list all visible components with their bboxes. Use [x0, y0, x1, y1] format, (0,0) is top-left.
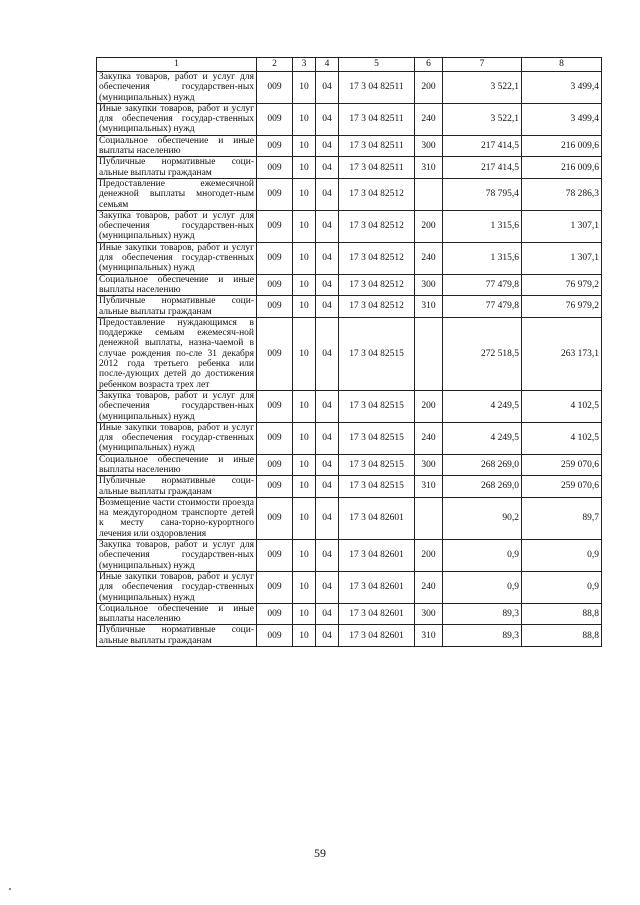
table-row — [97, 317, 602, 390]
cell-expense-type: 200 — [415, 72, 443, 104]
table-row — [97, 422, 602, 454]
header-col-7: 7 — [443, 58, 522, 72]
cell-ministry-code: 009 — [257, 454, 293, 476]
table-row — [97, 103, 602, 135]
cell-subsection: 04 — [316, 178, 339, 210]
cell-target-item: 17 3 04 82511 — [339, 135, 415, 157]
cell-section: 10 — [293, 157, 316, 179]
cell-name: Публичные нормативные соци-альные выплаты гражданам — [97, 157, 257, 179]
cell-amount-actual: 4 102,5 — [522, 422, 602, 454]
table-row — [97, 603, 602, 625]
cell-amount-plan: 0,9 — [443, 540, 522, 572]
cell-expense-type: 200 — [415, 210, 443, 242]
cell-expense-type: 200 — [415, 540, 443, 572]
cell-ministry-code: 009 — [257, 210, 293, 242]
cell-name: Публичные нормативные соци-альные выплаты гражданам — [97, 296, 257, 318]
cell-name: Социальное обеспечение и иные выплаты населению — [97, 135, 257, 157]
cell-target-item: 17 3 04 82512 — [339, 210, 415, 242]
cell-section: 10 — [293, 135, 316, 157]
cell-name: Иные закупки товаров, работ и услуг для обеспечения государ-ственных (муниципальных) нужд — [97, 571, 257, 603]
cell-target-item: 17 3 04 82515 — [339, 422, 415, 454]
cell-section: 10 — [293, 296, 316, 318]
cell-subsection: 04 — [316, 157, 339, 179]
cell-expense-type: 310 — [415, 296, 443, 318]
table-row — [97, 625, 602, 647]
cell-section: 10 — [293, 317, 316, 390]
cell-expense-type: 310 — [415, 625, 443, 647]
cell-subsection: 04 — [316, 296, 339, 318]
cell-expense-type: 240 — [415, 571, 443, 603]
cell-ministry-code: 009 — [257, 274, 293, 296]
cell-target-item: 17 3 04 82512 — [339, 296, 415, 318]
cell-amount-plan: 78 795,4 — [443, 178, 522, 210]
cell-target-item: 17 3 04 82512 — [339, 274, 415, 296]
cell-target-item: 17 3 04 82601 — [339, 497, 415, 539]
cell-amount-actual: 78 286,3 — [522, 178, 602, 210]
cell-amount-plan: 89,3 — [443, 603, 522, 625]
cell-amount-plan: 268 269,0 — [443, 476, 522, 498]
cell-subsection: 04 — [316, 210, 339, 242]
cell-target-item: 17 3 04 82601 — [339, 625, 415, 647]
cell-target-item: 17 3 04 82511 — [339, 103, 415, 135]
cell-subsection: 04 — [316, 72, 339, 104]
cell-section: 10 — [293, 603, 316, 625]
cell-ministry-code: 009 — [257, 157, 293, 179]
cell-target-item: 17 3 04 82515 — [339, 454, 415, 476]
table-row — [97, 497, 602, 539]
table-body — [97, 72, 602, 647]
cell-name: Закупка товаров, работ и услуг для обеспечения государствен-ных (муниципальных) нужд — [97, 390, 257, 422]
cell-amount-plan: 3 522,1 — [443, 103, 522, 135]
cell-name: Публичные нормативные соци-альные выплаты гражданам — [97, 625, 257, 647]
cell-amount-actual: 1 307,1 — [522, 210, 602, 242]
table-row — [97, 476, 602, 498]
cell-subsection: 04 — [316, 274, 339, 296]
cell-amount-actual: 259 070,6 — [522, 454, 602, 476]
cell-section: 10 — [293, 178, 316, 210]
cell-expense-type: 240 — [415, 422, 443, 454]
cell-subsection: 04 — [316, 454, 339, 476]
cell-ministry-code: 009 — [257, 571, 293, 603]
cell-amount-actual: 3 499,4 — [522, 72, 602, 104]
cell-amount-plan: 4 249,5 — [443, 422, 522, 454]
cell-ministry-code: 009 — [257, 135, 293, 157]
cell-amount-actual: 88,8 — [522, 625, 602, 647]
cell-ministry-code: 009 — [257, 540, 293, 572]
cell-expense-type: 300 — [415, 454, 443, 476]
header-col-1: 1 — [97, 58, 257, 72]
cell-amount-actual: 216 009,6 — [522, 135, 602, 157]
cell-amount-actual: 89,7 — [522, 497, 602, 539]
cell-target-item: 17 3 04 82512 — [339, 178, 415, 210]
table-row — [97, 157, 602, 179]
cell-subsection: 04 — [316, 571, 339, 603]
cell-target-item: 17 3 04 82511 — [339, 72, 415, 104]
cell-subsection: 04 — [316, 625, 339, 647]
cell-name: Иные закупки товаров, работ и услуг для обеспечения государ-ственных (муниципальных) нужд — [97, 103, 257, 135]
header-col-4: 4 — [316, 58, 339, 72]
cell-ministry-code: 009 — [257, 103, 293, 135]
cell-name: Социальное обеспечение и иные выплаты населению — [97, 274, 257, 296]
cell-section: 10 — [293, 497, 316, 539]
cell-name: Публичные нормативные соци-альные выплаты гражданам — [97, 476, 257, 498]
cell-amount-plan: 1 315,6 — [443, 210, 522, 242]
cell-subsection: 04 — [316, 603, 339, 625]
cell-amount-plan: 4 249,5 — [443, 390, 522, 422]
cell-amount-plan: 268 269,0 — [443, 454, 522, 476]
cell-amount-actual: 216 009,6 — [522, 157, 602, 179]
cell-amount-actual: 4 102,5 — [522, 390, 602, 422]
header-col-6: 6 — [415, 58, 443, 72]
table-row — [97, 178, 602, 210]
cell-ministry-code: 009 — [257, 242, 293, 274]
cell-expense-type: 240 — [415, 242, 443, 274]
cell-name: Закупка товаров, работ и услуг для обеспечения государствен-ных (муниципальных) нужд — [97, 540, 257, 572]
cell-ministry-code: 009 — [257, 422, 293, 454]
cell-name: Предоставление нуждающимся в поддержке семьям ежемесяч-ной денежной выплаты, назна-чаемой в случае рождения по-сле 31 декабря 2012 года третьего ребенка или после-дующих детей до достижения ребенком возраста трех лет — [97, 317, 257, 390]
cell-name: Закупка товаров, работ и услуг для обеспечения государствен-ных (муниципальных) нужд — [97, 72, 257, 104]
cell-name: Социальное обеспечение и иные выплаты населению — [97, 603, 257, 625]
budget-table — [96, 57, 602, 647]
cell-name: Иные закупки товаров, работ и услуг для обеспечения государ-ственных (муниципальных) нужд — [97, 242, 257, 274]
cell-amount-actual: 1 307,1 — [522, 242, 602, 274]
cell-name: Закупка товаров, работ и услуг для обеспечения государствен-ных (муниципальных) нужд — [97, 210, 257, 242]
cell-ministry-code: 009 — [257, 296, 293, 318]
cell-section: 10 — [293, 210, 316, 242]
header-col-2: 2 — [257, 58, 293, 72]
cell-ministry-code: 009 — [257, 390, 293, 422]
cell-ministry-code: 009 — [257, 476, 293, 498]
cell-target-item: 17 3 04 82601 — [339, 540, 415, 572]
cell-expense-type — [415, 317, 443, 390]
cell-amount-plan: 0,9 — [443, 571, 522, 603]
cell-expense-type: 300 — [415, 135, 443, 157]
table-row — [97, 274, 602, 296]
cell-amount-actual: 76 979,2 — [522, 296, 602, 318]
cell-target-item: 17 3 04 82601 — [339, 571, 415, 603]
cell-expense-type: 310 — [415, 157, 443, 179]
cell-section: 10 — [293, 242, 316, 274]
page-number: 59 — [314, 846, 326, 860]
table-header-row — [97, 58, 602, 72]
cell-amount-plan: 89,3 — [443, 625, 522, 647]
cell-ministry-code: 009 — [257, 603, 293, 625]
cell-expense-type — [415, 497, 443, 539]
cell-amount-plan: 217 414,5 — [443, 157, 522, 179]
cell-amount-plan: 77 479,8 — [443, 296, 522, 318]
cell-section: 10 — [293, 103, 316, 135]
cell-subsection: 04 — [316, 497, 339, 539]
cell-section: 10 — [293, 422, 316, 454]
cell-amount-plan: 217 414,5 — [443, 135, 522, 157]
cell-name: Возмещение части стоимости проезда на междугородном транспорте детей к месту сана-торно-курортного лечения или оздоровления — [97, 497, 257, 539]
table-row — [97, 210, 602, 242]
header-col-5: 5 — [339, 58, 415, 72]
cell-target-item: 17 3 04 82511 — [339, 157, 415, 179]
table-row — [97, 242, 602, 274]
cell-section: 10 — [293, 274, 316, 296]
cell-subsection: 04 — [316, 390, 339, 422]
cell-amount-plan: 272 518,5 — [443, 317, 522, 390]
cell-amount-plan: 3 522,1 — [443, 72, 522, 104]
table-row — [97, 296, 602, 318]
cell-expense-type: 300 — [415, 603, 443, 625]
cell-target-item: 17 3 04 82515 — [339, 476, 415, 498]
cell-subsection: 04 — [316, 103, 339, 135]
cell-amount-actual: 259 070,6 — [522, 476, 602, 498]
table-row — [97, 72, 602, 104]
cell-name: Социальное обеспечение и иные выплаты населению — [97, 454, 257, 476]
cell-target-item: 17 3 04 82515 — [339, 390, 415, 422]
table-row — [97, 454, 602, 476]
cell-expense-type: 310 — [415, 476, 443, 498]
cell-expense-type — [415, 178, 443, 210]
cell-amount-plan: 77 479,8 — [443, 274, 522, 296]
cell-target-item: 17 3 04 82601 — [339, 603, 415, 625]
cell-amount-actual: 76 979,2 — [522, 274, 602, 296]
cell-ministry-code: 009 — [257, 497, 293, 539]
table-row — [97, 135, 602, 157]
cell-amount-actual: 88,8 — [522, 603, 602, 625]
cell-section: 10 — [293, 390, 316, 422]
table-row — [97, 390, 602, 422]
cell-amount-plan: 1 315,6 — [443, 242, 522, 274]
cell-name: Предоставление ежемесячной денежной выплаты многодет-ным семьям — [97, 178, 257, 210]
cell-expense-type: 200 — [415, 390, 443, 422]
header-col-3: 3 — [293, 58, 316, 72]
cell-name: Иные закупки товаров, работ и услуг для обеспечения государ-ственных (муниципальных) нужд — [97, 422, 257, 454]
cell-section: 10 — [293, 540, 316, 572]
cell-section: 10 — [293, 72, 316, 104]
cell-section: 10 — [293, 476, 316, 498]
cell-target-item: 17 3 04 82515 — [339, 317, 415, 390]
cell-amount-actual: 0,9 — [522, 540, 602, 572]
cell-ministry-code: 009 — [257, 178, 293, 210]
header-col-8: 8 — [522, 58, 602, 72]
scan-speck — [9, 888, 11, 890]
cell-section: 10 — [293, 625, 316, 647]
cell-amount-actual: 0,9 — [522, 571, 602, 603]
cell-ministry-code: 009 — [257, 625, 293, 647]
cell-amount-actual: 263 173,1 — [522, 317, 602, 390]
cell-subsection: 04 — [316, 422, 339, 454]
cell-subsection: 04 — [316, 242, 339, 274]
cell-section: 10 — [293, 571, 316, 603]
table-row — [97, 571, 602, 603]
cell-expense-type: 300 — [415, 274, 443, 296]
cell-expense-type: 240 — [415, 103, 443, 135]
cell-subsection: 04 — [316, 317, 339, 390]
cell-amount-actual: 3 499,4 — [522, 103, 602, 135]
cell-amount-plan: 90,2 — [443, 497, 522, 539]
cell-ministry-code: 009 — [257, 317, 293, 390]
table-row — [97, 540, 602, 572]
cell-subsection: 04 — [316, 135, 339, 157]
cell-subsection: 04 — [316, 540, 339, 572]
cell-subsection: 04 — [316, 476, 339, 498]
cell-ministry-code: 009 — [257, 72, 293, 104]
cell-section: 10 — [293, 454, 316, 476]
cell-target-item: 17 3 04 82512 — [339, 242, 415, 274]
